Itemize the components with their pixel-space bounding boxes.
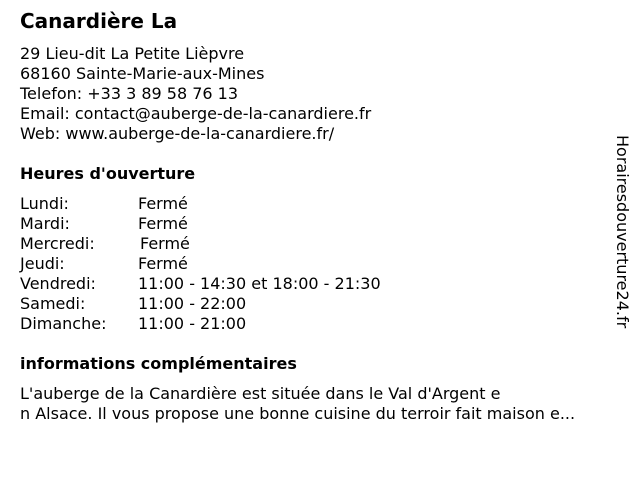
contact-block: [20, 44, 371, 144]
additional-info-heading: informations complémentaires: [20, 354, 297, 373]
address-city: 68160 Sainte-Marie-aux-Mines: [20, 64, 265, 83]
description-text: [20, 384, 632, 424]
day-hours: Fermé: [138, 254, 188, 273]
day-label: Dimanche:: [20, 314, 107, 333]
day-label: Vendredi:: [20, 274, 96, 293]
day-label: Lundi:: [20, 194, 69, 213]
email-address: Email: contact@auberge-de-la-canardiere.fr: [20, 104, 372, 123]
opening-hours-heading: Heures d'ouverture: [20, 164, 196, 183]
day-label: Jeudi:: [20, 254, 65, 273]
description-line: L'auberge de la Canardière est située dans le Val d'Argent e: [20, 384, 501, 403]
day-label: Mercredi:: [20, 234, 95, 253]
day-hours: Fermé: [138, 214, 188, 233]
day-label: Mardi:: [20, 214, 70, 233]
website-address: Web: www.auberge-de-la-canardiere.fr/: [20, 124, 335, 143]
watermark: [612, 135, 634, 375]
description-line: n Alsace. Il vous propose une bonne cuisine du terroir fait maison e...: [20, 404, 576, 423]
page-title: Canardière La: [20, 9, 178, 33]
day-hours: 11:00 - 14:30 et 18:00 - 21:30: [138, 274, 381, 293]
day-hours: 11:00 - 21:00: [138, 314, 247, 333]
phone-number: Telefon: +33 3 89 58 76 13: [20, 84, 239, 103]
address-street: 29 Lieu-dit La Petite Lièpvre: [20, 44, 245, 63]
watermark-text: Horairesdouverture24.fr: [613, 135, 632, 329]
day-hours: 11:00 - 22:00: [138, 294, 247, 313]
day-label: Samedi:: [20, 294, 86, 313]
day-hours: Fermé: [140, 234, 190, 253]
day-hours: Fermé: [138, 194, 188, 213]
